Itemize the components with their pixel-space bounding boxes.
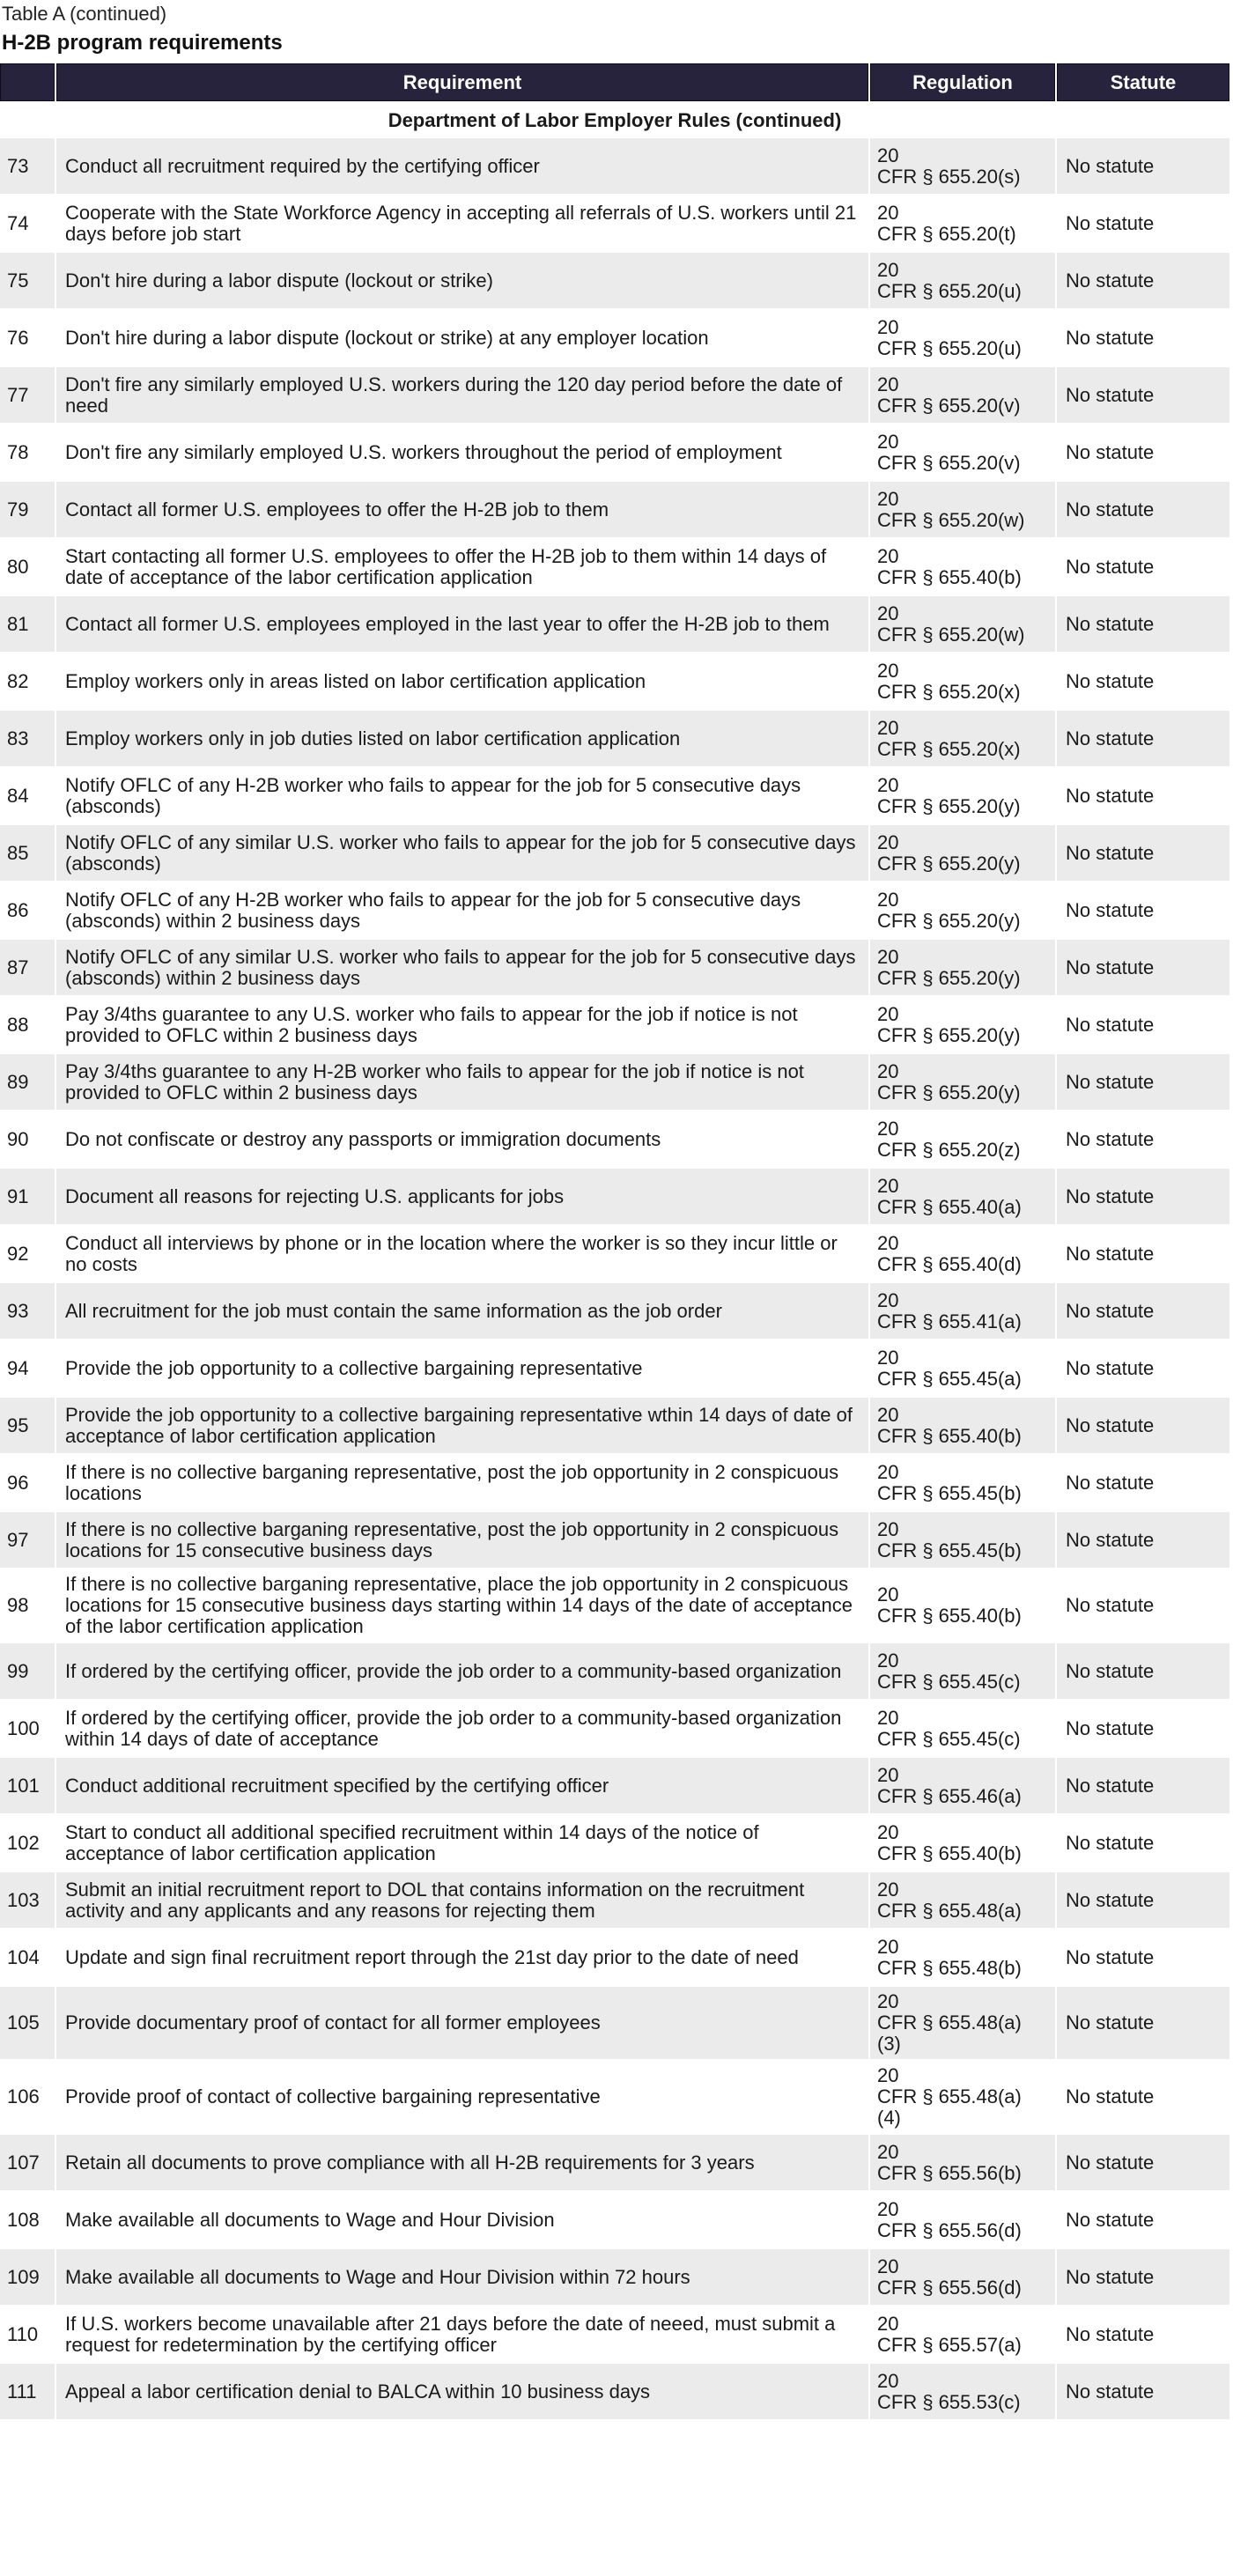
statute-cell: No statute (1057, 1815, 1229, 1871)
regulation-title: 20 (877, 1460, 899, 1483)
regulation-section: CFR § 655.45(a) (877, 1367, 1022, 1390)
regulation-section: CFR § 655.48(b) (877, 1956, 1022, 1979)
statute-cell: No statute (1057, 2249, 1229, 2305)
statute-cell: No statute (1057, 253, 1229, 308)
section-heading: Department of Labor Employer Rules (continued) (0, 103, 1229, 137)
row-number: 105 (0, 1987, 55, 2059)
requirement-cell: Notify OFLC of any similar U.S. worker who fails to appear for the job for 5 consecutive days (absconds) within 2 business days (56, 940, 868, 995)
statute-cell: No statute (1057, 1758, 1229, 1813)
regulation-section: CFR § 655.20(y) (877, 1081, 1021, 1103)
statute-cell: No statute (1057, 1054, 1229, 1110)
section-heading-row (0, 103, 1229, 137)
requirement-cell: Contact all former U.S. employees employed in the last year to offer the H-2B job to them (56, 596, 868, 652)
statute-cell: No statute (1057, 1701, 1229, 1756)
regulation-title: 20 (877, 1517, 899, 1540)
statute-cell: No statute (1057, 2307, 1229, 2362)
regulation-title: 20 (877, 945, 899, 968)
regulation-cell (870, 2061, 1055, 2133)
requirement-cell: Conduct all recruitment required by the certifying officer (56, 138, 868, 194)
header-row (0, 63, 1229, 101)
regulation-cell (870, 367, 1055, 423)
requirement-cell: If there is no collective barganing representative, post the job opportunity in 2 conspicuous locations (56, 1455, 868, 1510)
row-number: 96 (0, 1455, 55, 1510)
regulation-title: 20 (877, 2140, 899, 2163)
regulation-title: 20 (877, 1990, 899, 2012)
table-row (0, 1643, 1229, 1699)
statute-cell: No statute (1057, 1569, 1229, 1642)
statute-cell: No statute (1057, 1987, 1229, 2059)
row-number: 106 (0, 2061, 55, 2133)
table-row (0, 539, 1229, 594)
regulation-section: CFR § 655.20(u) (877, 336, 1022, 359)
regulation-title: 20 (877, 315, 899, 338)
regulation-section: CFR § 655.20(y) (877, 794, 1021, 817)
row-number: 95 (0, 1398, 55, 1453)
requirement-cell: Provide the job opportunity to a collective bargaining representative (56, 1340, 868, 1396)
table-row (0, 482, 1229, 537)
row-number: 77 (0, 367, 55, 423)
requirement-cell: Employ workers only in job duties listed on labor certification application (56, 711, 868, 766)
requirement-cell: Notify OFLC of any similar U.S. worker who fails to appear for the job for 5 consecutive days (absconds) (56, 825, 868, 881)
statute-cell: No statute (1057, 1169, 1229, 1224)
regulation-cell (870, 1701, 1055, 1756)
regulation-title: 20 (877, 144, 899, 166)
requirement-cell: Make available all documents to Wage and Hour Division within 72 hours (56, 2249, 868, 2305)
regulation-cell (870, 2307, 1055, 2362)
requirement-cell: Conduct additional recruitment specified by the certifying officer (56, 1758, 868, 1813)
regulation-cell (870, 711, 1055, 766)
row-number: 78 (0, 424, 55, 480)
regulation-section: CFR § 655.53(c) (877, 2390, 1021, 2413)
statute-cell: No statute (1057, 539, 1229, 594)
table-row (0, 1054, 1229, 1110)
regulation-cell (870, 2249, 1055, 2305)
table-row (0, 1340, 1229, 1396)
regulation-cell (870, 1872, 1055, 1928)
regulation-cell (870, 1226, 1055, 1281)
table-row (0, 1569, 1229, 1642)
regulation-title: 20 (877, 1174, 899, 1197)
requirement-cell: Notify OFLC of any H-2B worker who fails to appear for the job for 5 consecutive days (absconds) (56, 768, 868, 823)
table-row (0, 1283, 1229, 1339)
regulation-title: 20 (877, 1820, 899, 1843)
row-number: 81 (0, 596, 55, 652)
row-number: 108 (0, 2192, 55, 2248)
statute-cell: No statute (1057, 940, 1229, 995)
table-row (0, 940, 1229, 995)
regulation-cell (870, 1455, 1055, 1510)
regulation-title: 20 (877, 1403, 899, 1426)
requirement-cell: Submit an initial recruitment report to DOL that contains information on the recruitment activity and any applicants and any reasons for rejecting them (56, 1872, 868, 1928)
regulation-cell (870, 424, 1055, 480)
table-row (0, 2307, 1229, 2362)
requirement-cell: If there is no collective barganing representative, place the job opportunity in 2 conspicuous locations for 15 consecutive business days starting within 14 days of the date of acceptance of the labor certification application (56, 1569, 868, 1642)
regulation-section: CFR § 655.20(y) (877, 966, 1021, 989)
row-number: 97 (0, 1512, 55, 1568)
statute-cell: No statute (1057, 1398, 1229, 1453)
table-row (0, 825, 1229, 881)
requirement-cell: If ordered by the certifying officer, provide the job order to a community-based organization (56, 1643, 868, 1699)
table-row (0, 310, 1229, 365)
regulation-section: CFR § 655.40(a) (877, 1195, 1022, 1218)
row-number: 82 (0, 653, 55, 709)
regulation-title: 20 (877, 487, 899, 510)
regulation-title: 20 (877, 2312, 899, 2335)
regulation-section: CFR § 655.20(w) (877, 623, 1025, 646)
regulation-title: 20 (877, 888, 899, 911)
requirement-cell: Start to conduct all additional specified recruitment within 14 days of the notice of acceptance of labor certification application (56, 1815, 868, 1871)
regulation-cell (870, 310, 1055, 365)
row-number: 75 (0, 253, 55, 308)
regulation-cell (870, 1987, 1055, 2059)
table-row (0, 1111, 1229, 1167)
row-number: 90 (0, 1111, 55, 1167)
regulation-section: CFR § 655.48(a) (877, 2011, 1022, 2033)
statute-cell: No statute (1057, 367, 1229, 423)
regulation-title: 20 (877, 773, 899, 796)
regulation-cell (870, 1512, 1055, 1568)
table-row (0, 1455, 1229, 1510)
regulation-cell (870, 768, 1055, 823)
regulation-title: 20 (877, 1117, 899, 1140)
statute-cell: No statute (1057, 424, 1229, 480)
regulation-section: CFR § 655.57(a) (877, 2333, 1022, 2356)
regulation-cell (870, 940, 1055, 995)
regulation-section: CFR § 655.20(u) (877, 279, 1022, 302)
table-row (0, 1169, 1229, 1224)
table-row (0, 1512, 1229, 1568)
row-number: 83 (0, 711, 55, 766)
requirement-cell: If ordered by the certifying officer, provide the job order to a community-based organization within 14 days of date of acceptance (56, 1701, 868, 1756)
header-requirement: Requirement (56, 63, 868, 101)
requirement-cell: Don't hire during a labor dispute (lockout or strike) (56, 253, 868, 308)
table-row (0, 653, 1229, 709)
table-row (0, 711, 1229, 766)
requirement-cell: If there is no collective barganing representative, post the job opportunity in 2 conspicuous locations for 15 consecutive business days (56, 1512, 868, 1568)
regulation-section: CFR § 655.20(v) (877, 451, 1021, 474)
requirement-cell: If U.S. workers become unavailable after 21 days before the date of neeed, must submit a request for redetermination by the certifying officer (56, 2307, 868, 2362)
row-number: 110 (0, 2307, 55, 2362)
statute-cell: No statute (1057, 2364, 1229, 2419)
statute-cell: No statute (1057, 2061, 1229, 2133)
table-row (0, 997, 1229, 1052)
table-row (0, 2192, 1229, 2248)
row-number: 73 (0, 138, 55, 194)
row-number: 100 (0, 1701, 55, 1756)
regulation-title: 20 (877, 1935, 899, 1958)
regulation-cell (870, 1930, 1055, 1985)
regulation-section: CFR § 655.20(s) (877, 165, 1021, 188)
row-number: 87 (0, 940, 55, 995)
regulation-title: 20 (877, 258, 899, 281)
regulation-title: 20 (877, 544, 899, 567)
regulation-cell (870, 1283, 1055, 1339)
regulation-title: 20 (877, 430, 899, 453)
header-number (0, 63, 55, 101)
regulation-cell (870, 1569, 1055, 1642)
table-row (0, 367, 1229, 423)
table-row (0, 1815, 1229, 1871)
requirement-cell: Employ workers only in areas listed on labor certification application (56, 653, 868, 709)
regulation-cell (870, 1340, 1055, 1396)
header-statute: Statute (1057, 63, 1229, 101)
regulation-section: CFR § 655.20(y) (877, 909, 1021, 932)
regulation-cell (870, 1643, 1055, 1699)
regulation-section: CFR § 655.45(c) (877, 1670, 1021, 1693)
table-row (0, 138, 1229, 194)
table-row (0, 424, 1229, 480)
requirement-cell: Don't fire any similarly employed U.S. workers throughout the period of employment (56, 424, 868, 480)
statute-cell: No statute (1057, 596, 1229, 652)
table-row (0, 2135, 1229, 2190)
regulation-cell (870, 1111, 1055, 1167)
regulation-title: 20 (877, 1002, 899, 1025)
statute-cell: No statute (1057, 1872, 1229, 1928)
table-row (0, 196, 1229, 251)
regulation-section: CFR § 655.48(a) (877, 2085, 1022, 2107)
statute-cell: No statute (1057, 1512, 1229, 1568)
regulation-section: CFR § 655.40(d) (877, 1252, 1022, 1275)
regulation-extra: (4) (877, 2107, 901, 2129)
regulation-cell (870, 1054, 1055, 1110)
table-header (0, 63, 1229, 101)
regulation-title: 20 (877, 1231, 899, 1254)
requirement-cell: Contact all former U.S. employees to offer the H-2B job to them (56, 482, 868, 537)
statute-cell: No statute (1057, 825, 1229, 881)
row-number: 91 (0, 1169, 55, 1224)
table-row (0, 1987, 1229, 2059)
statute-cell: No statute (1057, 1643, 1229, 1699)
regulation-cell (870, 1398, 1055, 1453)
regulation-section: CFR § 655.20(v) (877, 394, 1021, 417)
regulation-cell (870, 482, 1055, 537)
regulation-title: 20 (877, 1583, 899, 1605)
regulation-cell (870, 596, 1055, 652)
row-number: 102 (0, 1815, 55, 1871)
table-row (0, 1758, 1229, 1813)
regulation-section: CFR § 655.45(b) (877, 1539, 1022, 1561)
regulation-title: 20 (877, 1706, 899, 1729)
row-number: 80 (0, 539, 55, 594)
regulation-section: CFR § 655.40(b) (877, 1842, 1022, 1864)
requirement-cell: All recruitment for the job must contain the same information as the job order (56, 1283, 868, 1339)
row-number: 99 (0, 1643, 55, 1699)
table-row (0, 1701, 1229, 1756)
regulation-cell (870, 825, 1055, 881)
regulation-title: 20 (877, 2255, 899, 2277)
statute-cell: No statute (1057, 138, 1229, 194)
requirement-cell: Update and sign final recruitment report through the 21st day prior to the date of need (56, 1930, 868, 1985)
regulation-section: CFR § 655.56(b) (877, 2161, 1022, 2184)
row-number: 92 (0, 1226, 55, 1281)
regulation-section: CFR § 655.41(a) (877, 1310, 1022, 1332)
statute-cell: No statute (1057, 1930, 1229, 1985)
row-number: 111 (0, 2364, 55, 2419)
regulation-section: CFR § 655.40(b) (877, 565, 1022, 588)
requirement-cell: Do not confiscate or destroy any passports or immigration documents (56, 1111, 868, 1167)
regulation-cell (870, 653, 1055, 709)
table-row (0, 1872, 1229, 1928)
regulation-cell (870, 1758, 1055, 1813)
statute-cell: No statute (1057, 1455, 1229, 1510)
statute-cell: No statute (1057, 1340, 1229, 1396)
table-row (0, 1930, 1229, 1985)
regulation-title: 20 (877, 1649, 899, 1672)
regulation-title: 20 (877, 830, 899, 853)
requirement-cell: Provide the job opportunity to a collective bargaining representative wthin 14 days of date of acceptance of labor certification application (56, 1398, 868, 1453)
regulation-section: CFR § 655.40(b) (877, 1605, 1022, 1627)
regulation-title: 20 (877, 2369, 899, 2392)
row-number: 89 (0, 1054, 55, 1110)
regulation-cell (870, 539, 1055, 594)
requirement-cell: Start contacting all former U.S. employees to offer the H-2B job to them within 14 days of date of acceptance of the labor certification application (56, 539, 868, 594)
requirement-cell: Notify OFLC of any H-2B worker who fails to appear for the job for 5 consecutive days (absconds) within 2 business days (56, 882, 868, 938)
regulation-section: CFR § 655.48(a) (877, 1899, 1022, 1922)
table-row (0, 596, 1229, 652)
regulation-cell (870, 1815, 1055, 1871)
statute-cell: No statute (1057, 768, 1229, 823)
requirement-cell: Retain all documents to prove compliance with all H-2B requirements for 3 years (56, 2135, 868, 2190)
statute-cell: No statute (1057, 1283, 1229, 1339)
regulation-section: CFR § 655.20(t) (877, 222, 1016, 245)
regulation-title: 20 (877, 2064, 899, 2086)
table-row (0, 1226, 1229, 1281)
regulation-section: CFR § 655.46(a) (877, 1784, 1022, 1807)
row-number: 79 (0, 482, 55, 537)
requirement-cell: Don't fire any similarly employed U.S. workers during the 120 day period before the date of need (56, 367, 868, 423)
regulation-section: CFR § 655.56(d) (877, 2218, 1022, 2241)
requirement-cell: Provide proof of contact of collective bargaining representative (56, 2061, 868, 2133)
row-number: 107 (0, 2135, 55, 2190)
regulation-section: CFR § 655.40(b) (877, 1424, 1022, 1447)
row-number: 76 (0, 310, 55, 365)
requirement-cell: Don't hire during a labor dispute (lockout or strike) at any employer location (56, 310, 868, 365)
regulation-title: 20 (877, 1878, 899, 1901)
row-number: 88 (0, 997, 55, 1052)
regulation-cell (870, 1169, 1055, 1224)
requirement-cell: Conduct all interviews by phone or in the location where the worker is so they incur little or no costs (56, 1226, 868, 1281)
regulation-section: CFR § 655.20(z) (877, 1138, 1021, 1161)
statute-cell: No statute (1057, 482, 1229, 537)
regulation-title: 20 (877, 2197, 899, 2220)
regulation-section: CFR § 655.20(x) (877, 737, 1021, 760)
regulation-cell (870, 2364, 1055, 2419)
regulation-cell (870, 253, 1055, 308)
requirement-cell: Appeal a labor certification denial to BALCA within 10 business days (56, 2364, 868, 2419)
requirements-table (0, 62, 1231, 2421)
regulation-cell (870, 138, 1055, 194)
statute-cell: No statute (1057, 1226, 1229, 1281)
regulation-title: 20 (877, 1288, 899, 1311)
requirement-cell: Document all reasons for rejecting U.S. applicants for jobs (56, 1169, 868, 1224)
statute-cell: No statute (1057, 882, 1229, 938)
regulation-section: CFR § 655.45(b) (877, 1481, 1022, 1504)
table-row (0, 253, 1229, 308)
regulation-extra: (3) (877, 2033, 901, 2055)
table-row (0, 2364, 1229, 2419)
row-number: 101 (0, 1758, 55, 1813)
regulation-cell (870, 2192, 1055, 2248)
regulation-section: CFR § 655.20(x) (877, 680, 1021, 703)
statute-cell: No statute (1057, 653, 1229, 709)
regulation-title: 20 (877, 1059, 899, 1082)
requirement-cell: Cooperate with the State Workforce Agency in accepting all referrals of U.S. workers until 21 days before job start (56, 196, 868, 251)
requirement-cell: Pay 3/4ths guarantee to any U.S. worker who fails to appear for the job if notice is not provided to OFLC within 2 business days (56, 997, 868, 1052)
table-row (0, 882, 1229, 938)
row-number: 85 (0, 825, 55, 881)
requirement-cell: Provide documentary proof of contact for all former employees (56, 1987, 868, 2059)
regulation-section: CFR § 655.20(y) (877, 1023, 1021, 1046)
requirement-cell: Make available all documents to Wage and Hour Division (56, 2192, 868, 2248)
regulation-title: 20 (877, 1763, 899, 1786)
row-number: 84 (0, 768, 55, 823)
regulation-cell (870, 997, 1055, 1052)
statute-cell: No statute (1057, 1111, 1229, 1167)
table-row (0, 768, 1229, 823)
statute-cell: No statute (1057, 310, 1229, 365)
row-number: 93 (0, 1283, 55, 1339)
regulation-title: 20 (877, 201, 899, 224)
regulation-title: 20 (877, 602, 899, 624)
regulation-cell (870, 882, 1055, 938)
regulation-cell (870, 196, 1055, 251)
regulation-section: CFR § 655.56(d) (877, 2276, 1022, 2299)
table-row (0, 2061, 1229, 2133)
regulation-title: 20 (877, 1346, 899, 1369)
row-number: 98 (0, 1569, 55, 1642)
statute-cell: No statute (1057, 2192, 1229, 2248)
row-number: 74 (0, 196, 55, 251)
regulation-section: CFR § 655.45(c) (877, 1727, 1021, 1750)
statute-cell: No statute (1057, 2135, 1229, 2190)
statute-cell: No statute (1057, 196, 1229, 251)
requirement-cell: Pay 3/4ths guarantee to any H-2B worker who fails to appear for the job if notice is not provided to OFLC within 2 business days (56, 1054, 868, 1110)
header-regulation: Regulation (870, 63, 1055, 101)
regulation-title: 20 (877, 716, 899, 739)
table-title: H-2B program requirements (2, 31, 283, 55)
regulation-title: 20 (877, 373, 899, 395)
table-caption: Table A (continued) (2, 3, 167, 25)
table-body (0, 103, 1229, 2419)
statute-cell: No statute (1057, 711, 1229, 766)
statute-cell: No statute (1057, 997, 1229, 1052)
row-number: 104 (0, 1930, 55, 1985)
regulation-cell (870, 2135, 1055, 2190)
row-number: 86 (0, 882, 55, 938)
table-row (0, 2249, 1229, 2305)
regulation-title: 20 (877, 659, 899, 682)
table-row (0, 1398, 1229, 1453)
regulation-section: CFR § 655.20(w) (877, 508, 1025, 531)
row-number: 94 (0, 1340, 55, 1396)
row-number: 103 (0, 1872, 55, 1928)
regulation-section: CFR § 655.20(y) (877, 852, 1021, 875)
row-number: 109 (0, 2249, 55, 2305)
